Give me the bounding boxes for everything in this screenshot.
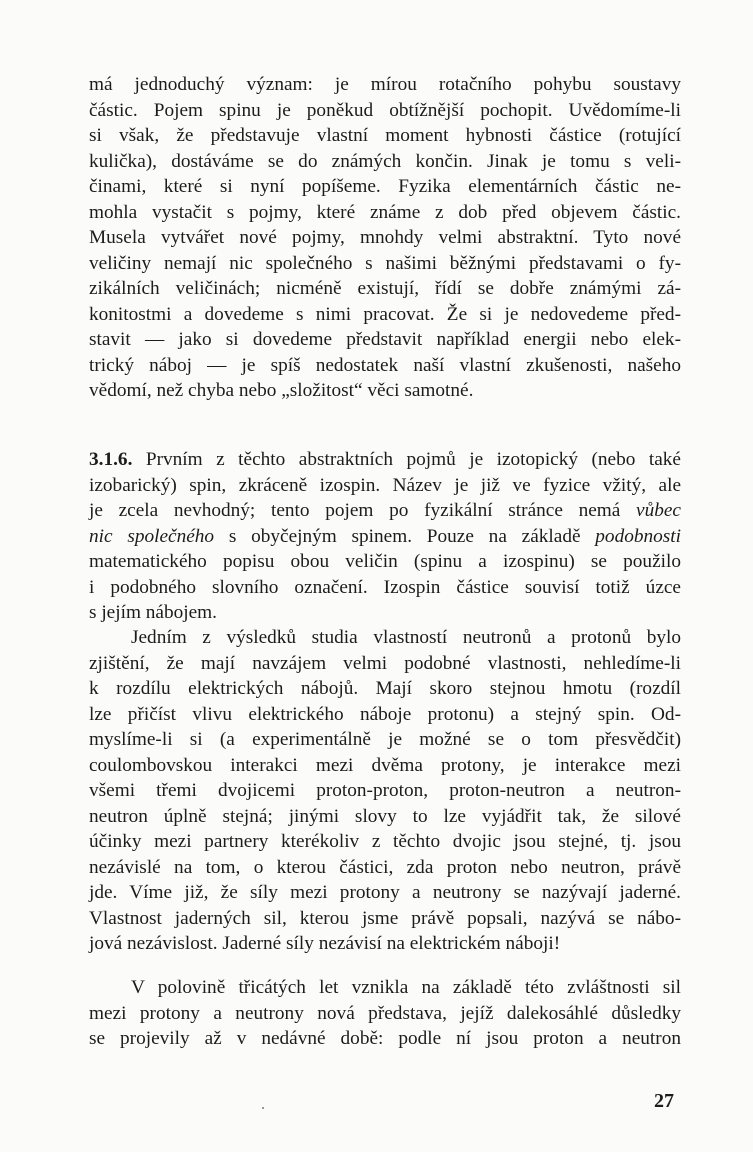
text-line: má jednoduchý význam: je mírou rotačního pohybu soustavy bbox=[89, 74, 681, 95]
text-line: mohla vystačit s pojmy, které známe z dob před objevem částic. bbox=[89, 201, 681, 223]
text-line: Vlastnost jaderných sil, kterou jsme právě popsali, nazývá se nábo- bbox=[89, 907, 681, 929]
section-number: 3.1.6. bbox=[89, 449, 133, 470]
italic-emphasis: vůbec bbox=[636, 500, 681, 521]
text-line: si však, že představuje vlastní moment hybnosti částice (rotující bbox=[89, 125, 681, 146]
text-line: Jedním z výsledků studia vlastností neutronů a protonů bylo bbox=[131, 627, 681, 648]
paragraph-charge-independence bbox=[89, 625, 681, 957]
text-line: částic. Pojem spinu je poněkud obtížnější pochopit. Uvědomíme-li bbox=[89, 99, 681, 121]
text-span: Prvním z těchto abstraktních pojmů je izotopický (nebo také bbox=[132, 449, 681, 470]
text-line: vědomí, než chyba nebo „složitost“ věci samotné. bbox=[89, 380, 474, 401]
text-span: s obyčejným spinem. Pouze na základě bbox=[214, 525, 596, 547]
text-line: Musela vytvářet nové pojmy, mnohdy velmi abstraktní. Tyto nové bbox=[89, 227, 681, 248]
text-line: stavit — jako si dovedeme představit například energii nebo elek- bbox=[89, 329, 681, 350]
text-line: neutron úplně stejná; jinými slovy to lze vyjádřit tak, že silové bbox=[89, 805, 681, 827]
text-line: se projevily až v nedávné době: podle ní jsou proton a neutron bbox=[89, 1028, 681, 1049]
text-line: veličiny nemají nic společného s našimi běžnými představami o fy- bbox=[89, 252, 681, 274]
text-line: jde. Víme již, že síly mezi protony a neutrony se nazývají jaderné. bbox=[89, 882, 681, 903]
text-line bbox=[89, 498, 681, 524]
text-line bbox=[89, 524, 681, 550]
page-number: 27 bbox=[654, 1090, 674, 1112]
paragraph-spin-intro bbox=[89, 72, 681, 404]
text-line: izobarický) spin, zkráceně izospin. Název je již ve fyzice vžitý, ale bbox=[89, 474, 681, 496]
text-line: V polovině třicátých let vznikla na základě této zvláštnosti sil bbox=[131, 977, 681, 998]
text-line: coulombovskou interakci mezi dvěma protony, je interakce mezi bbox=[89, 754, 681, 776]
text-line: myslíme-li si (a experimentálně je možné se o tom přesvědčit) bbox=[89, 729, 681, 750]
italic-emphasis: nic společného bbox=[89, 525, 215, 547]
italic-emphasis: podobnosti bbox=[595, 525, 681, 547]
text-line: účinky mezi partnery kterékoliv z těchto dvojic jsou stejné, tj. jsou bbox=[89, 831, 681, 852]
text-line: zjištění, že mají navzájem velmi podobné vlastnosti, nehledíme-li bbox=[89, 652, 681, 674]
text-line: zikálních veličinách; nicméně existují, řídí se dobře známými zá- bbox=[89, 278, 681, 299]
paragraph-thirties bbox=[89, 975, 681, 1052]
text-span: je zcela nevhodný; tento pojem po fyzikální stránce nemá bbox=[89, 500, 637, 521]
text-line: kulička), dostáváme se do známých končin. Jinak je tomu s veli- bbox=[89, 150, 681, 172]
text-line: s jejím nábojem. bbox=[89, 602, 217, 623]
text-line: mezi protony a neutrony nová představa, jejíž dalekosáhlé důsledky bbox=[89, 1002, 681, 1024]
text-line: lze přičíst vlivu elektrického náboje protonu) a stejný spin. Od- bbox=[89, 703, 681, 725]
text-line: konitostmi a dovedeme s nimi pracovat. Že si je nedovedeme před- bbox=[89, 303, 681, 325]
text-line: k rozdílu elektrických nábojů. Mají skoro stejnou hmotu (rozdíl bbox=[89, 678, 681, 699]
text-line: všemi třemi dvojicemi proton-proton, proton-neutron a neutron- bbox=[89, 780, 681, 801]
text-line: činami, které si nyní popíšeme. Fyzika elementárních částic ne- bbox=[89, 176, 681, 197]
text-line: jová nezávislost. Jaderné síly nezávisí na elektrickém náboji! bbox=[89, 933, 561, 954]
paragraph-section-3-1-6 bbox=[89, 447, 681, 626]
text-line: i podobného slovního označení. Izospin částice souvisí totiž úzce bbox=[89, 576, 681, 598]
text-line: nezávislé na tom, o kterou částici, zda proton nebo neutron, právě bbox=[89, 856, 681, 878]
text-line: matematického popisu obou veličin (spinu a izospinu) se použilo bbox=[89, 551, 681, 572]
text-line bbox=[89, 447, 681, 473]
scan-speck bbox=[262, 1107, 264, 1109]
text-line: trický náboj — je spíš nedostatek naší vlastní zkušenosti, našeho bbox=[89, 354, 681, 376]
